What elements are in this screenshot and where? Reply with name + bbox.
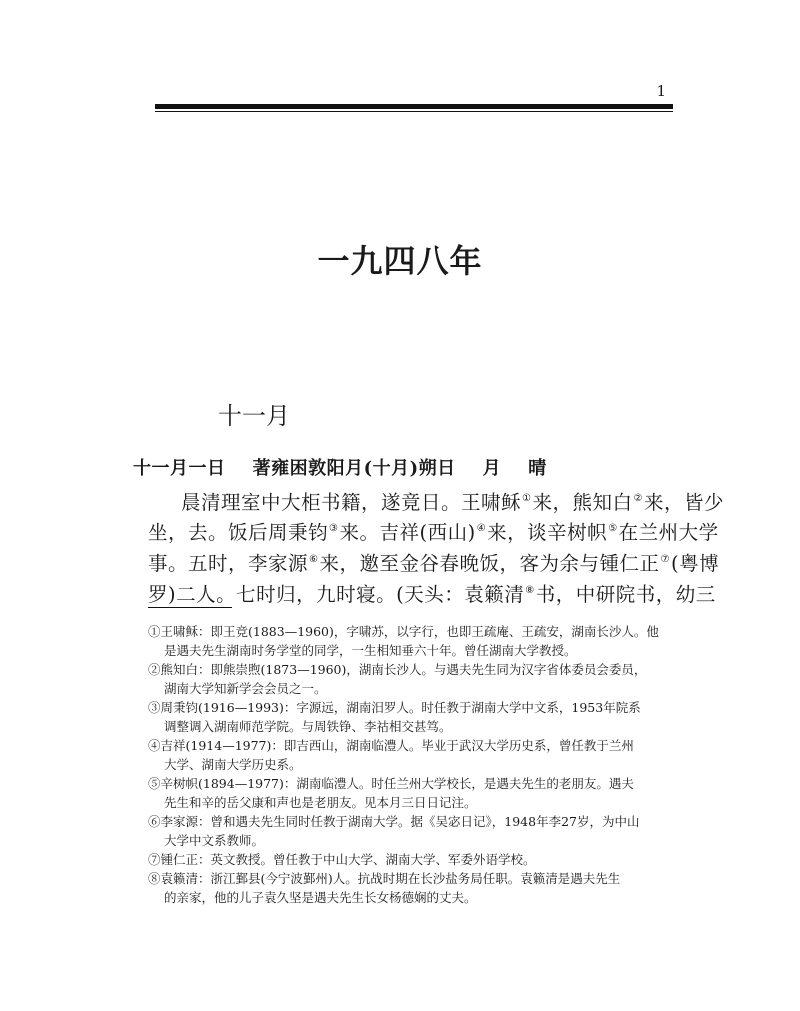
footnote-mark: ⑥ (309, 554, 319, 565)
month-heading: 十一月 (218, 402, 290, 430)
footnote-text: ④吉祥(1914—1977)：即吉西山，湖南临澧人。毕业于武汉大学历史系，曾任教于兰州 (148, 738, 634, 753)
entry-heading: 十一月一日 著雍困敦阳月(十月)朔日 月 晴 (133, 458, 547, 479)
footnote-text: 调整调入湖南师范学院。与周铁铮、李祜相交甚笃。 (164, 719, 452, 734)
entry-text: 晨清理室中大柜书籍，遂竟日。王啸稣 (181, 491, 522, 514)
year-title: 一九四八年 (317, 242, 483, 280)
entry-line (181, 487, 724, 515)
footnote-text: ②熊知白：即熊崇煦(1873—1960)，湖南长沙人。与遇夫先生同为汉字省体委员会委员， (148, 662, 647, 677)
footnote-text: ①王啸稣：即王竞(1883—1960)，字啸苏，以字行，也即王疏庵、王疏安，湖南长沙人。他 (148, 624, 659, 639)
entry-text: 罗)二人。七时归，九时寝。(天头：袁籁清 (148, 583, 525, 606)
footnote-text: 先生和辛的岳父康和声也是老朋友。见本月三日日记注。 (164, 795, 477, 810)
footnote-text: 的亲家，他的儿子袁久坚是遇夫先生长女杨德娴的丈夫。 (164, 890, 477, 905)
entry-text: 坐，去。饭后周秉钧 (148, 521, 329, 544)
footnote-text: 大学中文系教师。 (164, 833, 265, 848)
entry-text: 来，熊知白 (532, 491, 633, 514)
footnote-text: 大学、湖南大学历史系。 (164, 757, 302, 772)
footnote-mark: ⑧ (525, 585, 535, 596)
footnote-separator (148, 607, 232, 608)
footnote (148, 622, 678, 660)
footnote-text: 湖南大学知新学会会员之一。 (164, 681, 327, 696)
footnote-mark: ① (522, 493, 532, 504)
entry-line (148, 579, 716, 607)
footnote-text: ③周秉钧(1916—1993)：字源远，湖南汨罗人。时任教于湖南大学中文系，1953年院系 (148, 700, 641, 715)
footnote (148, 698, 678, 736)
footnote-mark: ⑤ (608, 523, 618, 534)
footnote-text: 是遇夫先生湖南时务学堂的同学，一生相知垂六十年。曾任湖南大学教授。 (164, 643, 577, 658)
footnote-text: ⑦锺仁正：英文教授。曾任教于中山大学、湖南大学、军委外语学校。 (148, 852, 536, 867)
header-rule-thin (155, 111, 673, 112)
footnote (148, 736, 678, 774)
entry-text: 来。吉祥(西山) (339, 521, 476, 544)
footnote-mark: ③ (329, 523, 339, 534)
entry-text: 书，中研院书，幼三 (535, 583, 716, 606)
footnote (148, 774, 678, 812)
footnote-text: ⑧袁籁清：浙江鄞县(今宁波鄞州)人。抗战时期在长沙盐务局任职。袁籁清是遇夫先生 (148, 871, 621, 886)
entry-text: 在兰州大学 (618, 521, 719, 544)
footnote-mark: ⑦ (660, 554, 670, 565)
footnote (148, 850, 678, 869)
footnote (148, 660, 678, 698)
entry-line (148, 548, 719, 576)
entry-text: 事。五时，李家源 (148, 552, 309, 575)
footnote (148, 812, 678, 850)
footnote-text: ⑥李家源：曾和遇夫先生同时任教于湖南大学。据《吴宓日记》，1948年李27岁，为中山 (148, 814, 640, 829)
footnote-mark: ② (633, 493, 643, 504)
entry-text: 来，皆少 (643, 491, 724, 514)
entry-text: 来，邀至金谷春晚饭，客为余与锺仁正 (319, 552, 660, 575)
footnote-mark: ④ (476, 523, 487, 534)
entry-text: 来，谈辛树帜 (487, 521, 608, 544)
footnote-text: ⑤辛树帜(1894—1977)：湖南临澧人。时任兰州大学校长，是遇夫先生的老朋友。遇夫 (148, 776, 634, 791)
entry-line (148, 517, 719, 545)
header-rule-thick (155, 104, 673, 109)
page-number: 1 (656, 82, 666, 100)
entry-text: (粤博 (670, 552, 720, 575)
footnote (148, 869, 678, 907)
